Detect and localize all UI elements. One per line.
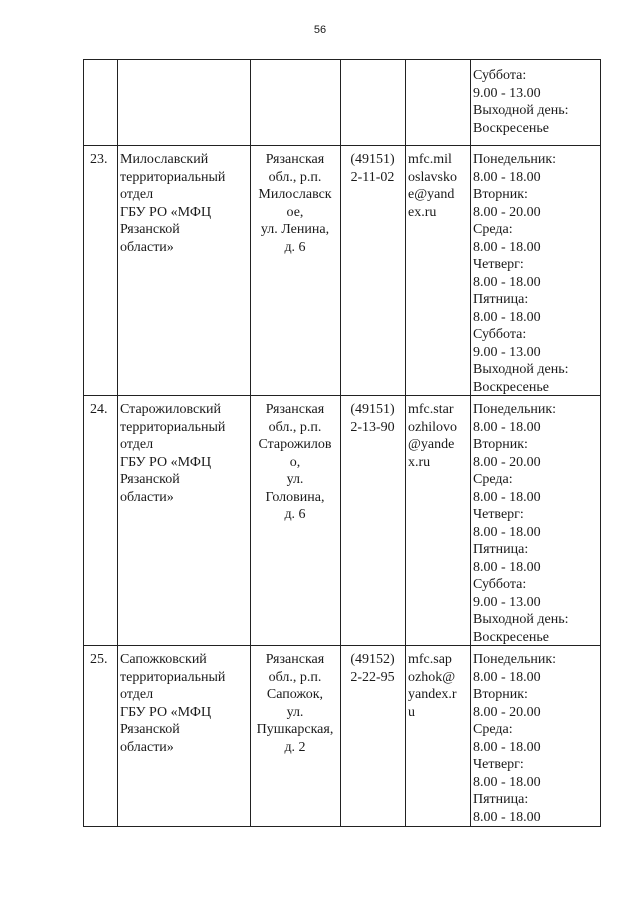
row-border-0 [83,59,601,60]
office-address-line: ое, [286,204,304,220]
office-email-line: oslavsko [408,169,457,185]
office-phone-line: (49151) [350,152,395,167]
office-hours-line: Выходной день: [473,612,569,627]
office-name-line: ГБУ РО «МФЦ [120,704,212,720]
office-hours-line: Четверг: [473,507,524,522]
office-address-line: Старожилов [258,437,332,452]
office-name-line: ГБУ РО «МФЦ [120,204,212,220]
office-address-line: Милославск [258,187,332,202]
office-hours-line: Вторник: [473,437,528,452]
office-address-line: д. 2 [284,739,306,755]
office-name-line: отдел [120,687,154,702]
office-address-line: о, [289,454,301,470]
office-name-line: Рязанской [120,472,180,487]
office-hours-line: Выходной день: [473,362,569,377]
office-hours-line: 8.00 - 20.00 [473,204,541,220]
office-hours-line: Среда: [473,722,513,737]
office-hours-line: 8.00 - 18.00 [473,774,541,790]
office-phone-line: 2-13-90 [350,419,395,435]
office-hours-line: 8.00 - 20.00 [473,454,541,470]
office-phone-line: 2-22-95 [350,669,395,685]
office-phone-line: (49151) [350,402,395,417]
office-hours-line: 8.00 - 18.00 [473,309,541,325]
row-number: 24. [90,402,108,417]
office-address-line: ул. [286,472,304,487]
row-number: 25. [90,652,108,667]
office-address-line: обл., р.п. [268,669,322,685]
office-name-line: территориальный [120,169,226,185]
office-email-line: ozhok@ [408,669,456,685]
office-hours-line: Пятница: [473,292,529,307]
office-name-line: Старожиловский [120,402,221,417]
office-phone [340,151,405,186]
office-hours-line: Воскресенье [473,379,549,395]
office-name-line: Рязанской [120,722,180,737]
office-hours-line: Суббота: [473,577,527,592]
office-address-line: Рязанская [265,402,325,417]
continuation-hours-line: Воскресенье [473,120,549,136]
office-email-line: ozhilovo [408,419,457,435]
row-border-1 [83,145,601,146]
office-hours-line: 8.00 - 18.00 [473,559,541,575]
page-number: 56 [313,24,327,36]
office-hours-line: 8.00 - 18.00 [473,739,541,755]
office-hours-line: Пятница: [473,542,529,557]
office-address-line: Сапожок, [266,687,324,702]
office-name-line: области» [120,239,174,255]
office-name [120,151,249,256]
office-hours-line: Вторник: [473,687,528,702]
office-phone-line: 2-11-02 [350,169,395,185]
office-hours-line: Понедельник: [473,152,557,167]
office-email-line: u [408,704,415,720]
column-border-5 [470,59,471,826]
office-address-line: Рязанская [265,152,325,167]
office-name-line: Милославский [120,152,209,167]
office-hours [473,651,599,826]
office-hours-line: Среда: [473,472,513,487]
office-hours-line: 8.00 - 18.00 [473,669,541,685]
column-border-0 [83,59,84,826]
office-name-line: отдел [120,437,154,452]
office-email-line: e@yand [408,187,455,202]
office-name-line: отдел [120,187,154,202]
office-address [250,151,340,256]
office-address-line: Пушкарская, [256,722,334,737]
office-name-line: Сапожковский [120,652,207,667]
office-email-line: @yande [408,437,455,452]
office-name-line: территориальный [120,419,226,435]
office-hours-line: Четверг: [473,257,524,272]
office-hours-line: 8.00 - 18.00 [473,274,541,290]
office-hours-line: Пятница: [473,792,529,807]
continuation-hours-line: 9.00 - 13.00 [473,85,541,101]
office-name [120,401,249,506]
row-number: 23. [90,152,108,167]
office-hours-line: 8.00 - 18.00 [473,169,541,185]
office-hours-line: Четверг: [473,757,524,772]
office-email-line: mfc.mil [408,152,452,167]
office-address-line: д. 6 [284,507,306,522]
office-hours-line: 8.00 - 18.00 [473,809,541,825]
office-address-line: Рязанская [265,652,325,667]
office-address-line: д. 6 [284,239,306,255]
office-name-line: области» [120,739,174,755]
office-email-line: x.ru [408,454,431,470]
office-email-line: mfc.star [408,402,454,417]
office-hours-line: 9.00 - 13.00 [473,344,541,360]
office-hours-line: 8.00 - 18.00 [473,419,541,435]
office-email-line: yandex.r [408,687,457,702]
continuation-hours-line: Суббота: [473,68,527,83]
column-border-6 [600,59,601,826]
continuation-hours [473,67,599,137]
office-hours-line: 8.00 - 18.00 [473,489,541,505]
office-email [408,151,469,221]
office-hours-line: Вторник: [473,187,528,202]
office-hours [473,151,599,396]
column-border-1 [117,59,118,826]
column-border-4 [405,59,406,826]
office-email [408,651,469,721]
continuation-hours-line: Выходной день: [473,103,569,118]
office-name-line: территориальный [120,669,226,685]
office-name [120,651,249,756]
office-hours-line: Понедельник: [473,402,557,417]
office-hours-line: 8.00 - 18.00 [473,524,541,540]
office-email [408,401,469,471]
office-address-line: обл., р.п. [268,169,322,185]
office-hours [473,401,599,646]
office-address-line: обл., р.п. [268,419,322,435]
office-hours-line: Среда: [473,222,513,237]
office-name-line: Рязанской [120,222,180,237]
office-address [250,401,340,524]
office-address [250,651,340,756]
office-hours-line: Суббота: [473,327,527,342]
office-hours-line: Воскресенье [473,629,549,645]
office-phone [340,401,405,436]
office-email-line: ex.ru [408,204,437,220]
office-hours-line: 9.00 - 13.00 [473,594,541,610]
office-hours-line: 8.00 - 20.00 [473,704,541,720]
office-hours-line: 8.00 - 18.00 [473,239,541,255]
office-hours-line: Понедельник: [473,652,557,667]
office-address-line: Головина, [265,489,325,505]
office-phone-line: (49152) [350,652,395,667]
office-address-line: ул. [286,704,304,720]
office-email-line: mfc.sap [408,652,452,667]
office-address-line: ул. Ленина, [260,222,330,237]
row-border-4 [83,826,601,827]
office-phone [340,651,405,686]
office-name-line: области» [120,489,174,505]
office-name-line: ГБУ РО «МФЦ [120,454,212,470]
